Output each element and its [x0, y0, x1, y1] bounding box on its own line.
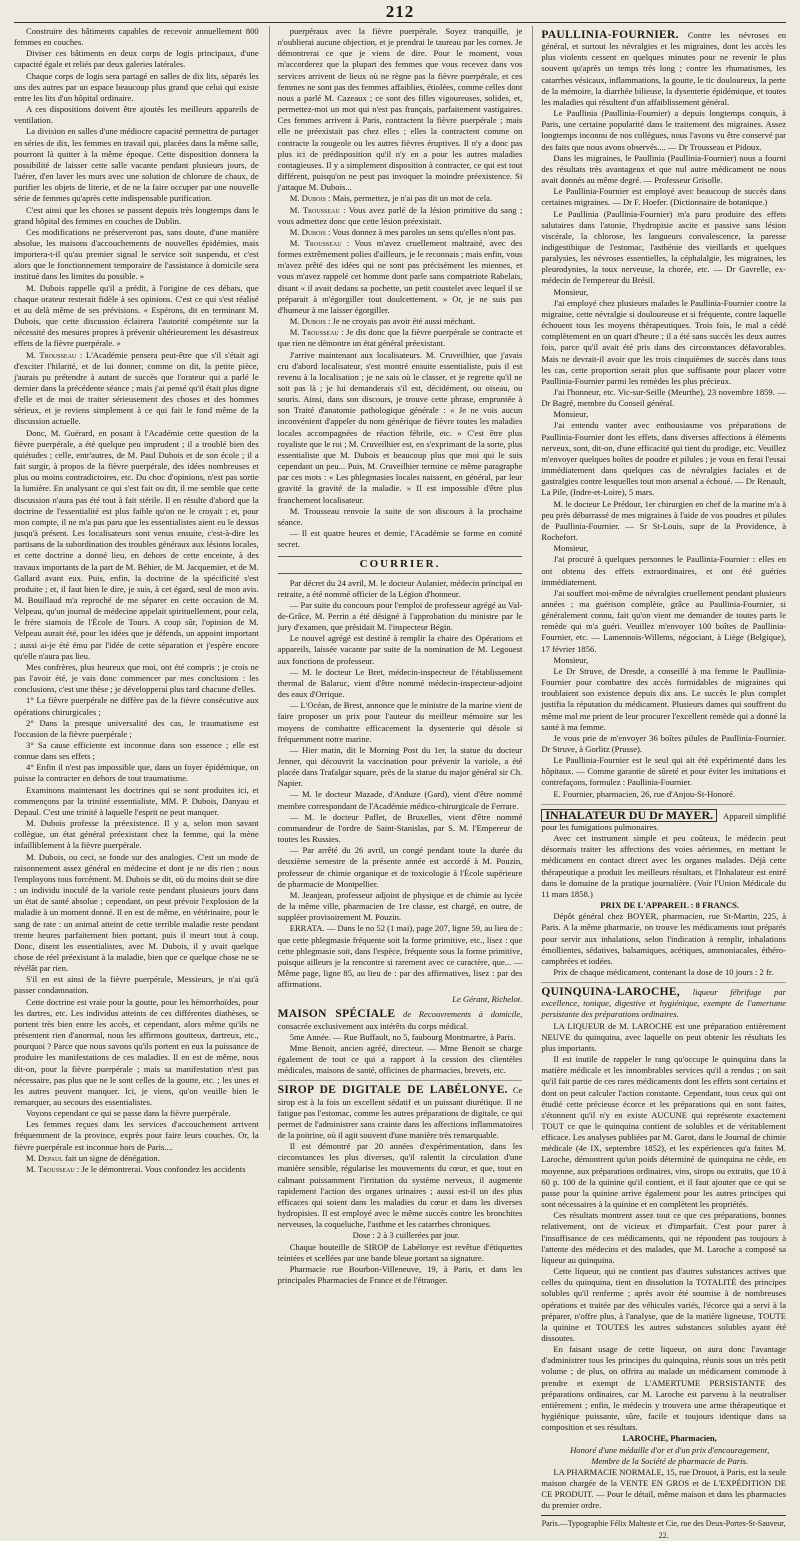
discussion-continuation — [278, 26, 523, 550]
paragraph-text: puerpéraux avec la fièvre puerpérale. Soyez tranquille, je n'oublierai aucune objection, et je prendrai le taureau par les cornes. Je démontrerai ce que je viens de dire. Pour le moment, vous m'accorderez que la plupart des femmes que vous recevez dans vos services arrivent de lieux où ne règne pas la fièvre puerpérale, et ces femmes ne sont pas des femmes affaiblies, étiolées, comme celles dont nous a parlé M. Cazeaux ; ce sont des filles vigoureuses, solides, et, permettez-moi un mot qui n'est pas français, parfaitement vastigaires. Ces femmes arrivent à Paris, contractent la fièvre puerpérale ; mais elle ne préexistait pas chez elles ; elles la contractent comme on contracte la rougeole ou les autres fièvres éruptives. Il n'y a donc pas plus ici de prédisposition qu'il n'y en a pour les autres maladies contagieuses. Il y a simplement disposition à contracter, ce qui est tout différent, puisqu'on ne peut pas invoquer la moindre préexistence. Si j'attaque M. Dubois... — [277, 26, 523, 193]
ad-paragraph: LA LIQUEUR de M. LAROCHE est une préparation entièrement NEUVE du quinquina, avec laquelle on peut obtenir les résultats les plus importants. — [541, 1020, 787, 1053]
paragraph-text: fait un signe de dénégation. — [62, 1152, 160, 1163]
paragraph — [14, 740, 259, 762]
paragraph — [14, 997, 259, 1109]
ad-quinquina-pharmacy: LA PHARMACIE NORMALE, 15, rue Drouot, à Paris, est la seule maison chargée de la VENTE EN GROS et de L'EXPÉDITION DE CE PRODUIT. — Pour le détail, même maison et dans les pharmacies du premier ordre. — [541, 1466, 787, 1511]
testimonial-paragraph: Le Paullinia (Paullinia-Fournier) a depuis longtemps conquis, à Paris, une certaine popularité dans le traitement des migraines. Assez longtemps inconnu de nos collègues, nous l'avons vu être conservé par des faits que nous avons observés.... — Dr Trousseau et Pidoux. — [541, 108, 787, 152]
paragraph-text: A ces dispositions doivent être ajoutés les meilleurs appareils de ventilation. — [14, 104, 259, 126]
ad-quinquina-sig-name: LAROCHE, Pharmacien, — [622, 1433, 717, 1444]
testimonial-paragraph: Le Paullinia-Fournier est employé avec beaucoup de succès dans certaines migraines. — Dr F. Hoefer. (Dictionnaire de botanique.) — [541, 186, 787, 208]
news-item — [278, 890, 523, 923]
ad-inhalateur-price: PRIX DE L'APPAREIL : 8 FRANCS. — [600, 900, 740, 911]
paragraph — [14, 785, 259, 818]
paragraph-text: — Par arrêté du 26 avril, un congé pendant toute la durée du deuxième semestre de la présente année est accordé à M. Pouzin, professeur de chimie organique et de toxicologie à l'École supérieure de pharmacie de Montpellier. — [277, 845, 523, 889]
speaker-name: M. Trousseau — [289, 237, 342, 248]
column-left — [14, 26, 259, 1174]
ad-paullinia-testimonials — [541, 108, 786, 800]
testimonial-paragraph: Monsieur, — [553, 654, 589, 665]
paragraph-text: La division en salles d'une médiocre capacité permettra de partager en séries de dix, les femmes en travail qui, placées dans la même salle, pourront là quitter à la même époque. Cette disposition donnera la possibilité de laisser cette salle vacante pendant plusieurs jours, de l'aérer, d'en laver les murs avec une solution de chlorure de chaux, de purifier les objets de literie, et de ne la faire occuper par une nouvelle série de femmes qu'après cette indispensable purification. — [14, 126, 259, 204]
ad-quinquina-subtitle: liqueur fébrifuge par excellence, tonique, digestive et hygiénique, exempte de l'amertume persistante des préparations ordinaires. — [541, 987, 787, 1020]
paragraph-text: Chaque corps de logis sera partagé en salles de dix lits, séparés les uns des autres par un espace beaucoup plus grand que celui qui existe entre les lits d'un hôpital ordinaire. — [14, 70, 259, 103]
ad-inhalateur-subtitle: Appareil simplifié pour les fumigations pulmonaires. — [541, 810, 787, 832]
ad-paullinia-intro: Contre les névroses en général, et surtout les névralgies et les migraines, dont les accès les plus violents cessent en quelques minutes pour ne revenir le plus souvent qu'après un temps très long ; contre les rhumatismes, les catarrhes vésicaux, inflammations, la goutte, le tic douloureux, la perte de la mémoire, la diarrhée bilieuse, la dysenterie épidémique, et toutes les maladies qui résultent d'un affaiblissement général. — [541, 30, 787, 107]
paragraph — [14, 227, 259, 283]
ad-paullinia — [541, 30, 786, 800]
ad-sirop-efficacy: Il est démontré par 20 années d'expérimentation, dans les circonstances les plus diverses, qu'il ralentit la circulation d'une manière sensible, régularise les mouvements du cœur, et que, tout en calmant puissamment l'irritation du système nerveux, il augmente rapidement l'action des organes urinaires ; aussi est-il un des plus efficaces qui soient dans les maladies du cœur et dans les diverses hydropisies. Il est employé avec le même succès contre les bronchites nerveuses, la coqueluche, l'asthme et les catarrhes chroniques. — [277, 1141, 523, 1230]
paragraph-text: Le nouvel agrégé est destiné à remplir la chaire des Opérations et appareils, laissée vacante par suite de la nomination de M. Legouest aux fonctions de professeur. — [277, 633, 523, 666]
paragraph-text: : Vous m'avez cruellement maltraité, avec des formes extrêmement polies d'ailleurs, je le reconnais ; mais enfin, vous m'avez prêté des idées qui ne sont pas précisément les miennes, et vous m'avez rappelé cet homme dont parle sans compatriote Rabelais, disant « il avait dedans sa pochette, un petit coustelet avec lequel il se préparait à m'égorgiller tout doulcettement. » Or, je ne suis pas d'humeur à me laisser égorgiller. — [277, 237, 523, 315]
courrier-heading: COURRIER. — [278, 556, 523, 573]
paragraph — [14, 26, 259, 48]
paragraph — [14, 762, 259, 784]
paragraph — [278, 227, 523, 238]
column-middle — [269, 26, 523, 1286]
gerant-signature: Le Gérant, Richelot. — [452, 994, 523, 1005]
testimonial-paragraph: M. le docteur Le Prédour, 1er chirurgien en chef de la marine m'a à peu près débarrassé de mes migraines à l'aide de vos poudres et pilules de Paullinia-Fournier. — Sr St-Louis, supr de la Providence, à Rochefort. — [541, 498, 787, 543]
ad-paragraph: Il est inutile de rappeler le rang qu'occupe le quinquina dans la matière médicale et les innombrables services qu'il a rendus ; on sait qu'il fait partie de ces rares médicaments dont les effets sont certains et dont on peut calculer l'action constante. Cependant, tous ceux qui ont étudié cette précieuse écorce et les préparations qui en sont faites, s'étonnent qu'il n'y en existe AUCUNE qui représente exactement TOUT ce que le quinquina contient de solubles et de véritablement efficace. Les analyses publiées par M. Garot, dans le Journal de chimie médicale (4e IX, septembre 1852), et les expériences qu'a faites M. Laroche, démontrent qu'un poids déterminé de quinquina ne cède, en moyenne, aux préparations ordinaires, vins, sirops ou extraits, que 10 à 60 p. 100 de la quinine qu'il contient, et il faut ajouter que ce qui se passe pour la quinine arrive également pour les autres principes qui sont nécessaires à la quinine et en complètent les propriétés. — [541, 1054, 787, 1210]
paragraph-text: — M. le docteur Mazade, d'Anduze (Gard), vient d'être nommé membre correspondant de l'Académie médico-chirurgicale de Ferrare. — [277, 789, 523, 811]
paragraph-text: Examinons maintenant les doctrines qui se sont produites ici, et commençons par la triniité essentialiste, MM. P. Dubois, Danyau et Depaul. C'est une trinité à laquelle l'esprit ne peut manquer. — [14, 784, 259, 817]
ad-sirop-pharmacy: Pharmacie rue Bourbon-Villeneuve, 19, à Paris, et dans les principales Pharmacies de France et de l'étranger. — [277, 1263, 523, 1286]
testimonial-paragraph: E. Fournier, pharmacien, 26, rue d'Anjou-St-Honoré. — [553, 788, 736, 799]
printer-footer: Paris.—Typographie Félix Malteste et Cie, rue des Deux-Portes-St-Sauveur, 22. — [541, 1515, 786, 1540]
testimonial-paragraph: Monsieur, — [553, 409, 589, 420]
paragraph — [14, 695, 259, 717]
speaker-name: M. Dubois — [289, 226, 326, 237]
paragraph-text: Construire des bâtiments capables de recevoir annuellement 800 femmes en couches. — [14, 26, 259, 48]
page-number: 212 — [385, 2, 415, 21]
ad-paragraph: Cette liqueur, qui ne contient pas d'autres substances actives que celles du quinquina, tient en dissolution la TOTALITÉ des principes solubles qu'il renferme ; après avoir été soumise à de nombreuses opérations et traitée par des véhicules variés, l'écorce qui a servi à la préparer, n'offre plus, à l'analyse, que de la matière ligneuse, TOUTE la quinine et TOUTES les autres substances solubles ayant été dissoutes. — [541, 1266, 787, 1343]
paragraph — [14, 126, 259, 204]
paragraph — [278, 26, 523, 193]
testimonial-paragraph: J'ai souffert moi-même de névralgies cruellement pendant plusieurs années ; ma guérison complète, grâce au Paullinia-Fournier, si généralement connu, fait qu'on vient me demander de toutes parts le remède qui m'a guéri. Veuillez m'envoyer 100 boîtes de Paullinia-Fournier, etc. — Lamennois-Willems, négociant, à Liège (Belgique), 17 février 1856. — [541, 587, 787, 654]
speaker-name: M. Depaul — [26, 1152, 63, 1163]
paragraph — [14, 1164, 259, 1175]
paragraph-text: M. Trousseau renvoie la suite de son discours à la prochaine séance. — [277, 505, 523, 527]
paragraph-text: — Il est quatre heures et demie, l'Académie se forme en comité secret. — [277, 528, 523, 550]
ad-inhalateur — [541, 804, 786, 978]
paragraph-text: Cette doctrine est vraie pour la goutte, pour les hémorrhoïdes, pour les dartres, etc. Les individus atteints de ces différentes diathèses, se portent très bien entre les accès, et cependant, alors même qu'ils ne présentent rien d'anormal, nous les affirmons goutteux, dartreux, etc., pourquoi ? Parce que nous savons qu'ils portent en eux la puissance de produire les manifestations de ces maladies. Il en est de même, nous dit-on, pour la fièvre puerpérale ; mais sa manifestation n'est pas nécessaire, pas plus que ne le sont celles de la goutte, etc. ; les unes et les autres peuvent manquer. Ici, je viens, qu'on veuille bien le remarquer, au secours des essentialistes. — [14, 996, 259, 1107]
paragraph-text: Diviser ces bâtiments en deux corps de logis principaux, d'une capacité égale et reliés par deux galeries latérales. — [14, 48, 259, 70]
ad-maison-director: Mme Benoit, ancien agréé, directeur. — Mme Benoit se charge également de tout ce qui a rapport à la cession des clientèles médicales, maisons de santé, officines de pharmacies, brevets, etc. — [277, 1042, 523, 1076]
testimonial-paragraph: Le Paullinia (Paullinia-Fournier) m'a paru produire des effets salutaires dans l'atonie, l'hydropisie ascite et passive sans lésion viscérale, la chlorose, les langueurs convalescence, la paresse indigestibique de l'estomac, l'asthénie des vieillards et quelques paralysies, les névroses essentielles, la céphalalgie, les migraines, les pleurodynies, la toux nerveuse, la chorée, etc. — Dr Gavrelle, ex-médecin de l'empereur du Brésil. — [541, 208, 787, 286]
testimonial-paragraph: Monsieur, — [553, 286, 589, 297]
testimonial-paragraph: J'ai procuré à quelques personnes le Paullinia-Fournier : elles en ont obtenu des effets extraordinaires, et ont été guéries immédiatement. — [541, 554, 787, 587]
speaker-name: M. Trousseau — [289, 327, 339, 338]
news-item — [278, 845, 523, 890]
paragraph — [14, 71, 259, 104]
paragraph-text: Mes confrères, plus heureux que moi, ont été compris ; je crois ne pas l'avoir été, je vais donc commencer par mes conclusions : les conclusions, c'est une thèse ; je développerai plus tard chacune d'elles. — [14, 661, 259, 695]
testimonial-paragraph: Monsieur, — [553, 543, 589, 554]
news-item — [278, 745, 523, 790]
ad-maison-title: MAISON SPÉCIALE — [277, 1008, 396, 1021]
speaker-name: M. Trousseau — [26, 1163, 75, 1174]
ad-sirop-label: Chaque bouteille de SIROP de Labélonye est revêtue d'étiquettes teintées et scellées par une bande bleue portant sa signature. — [277, 1241, 523, 1263]
paragraph — [278, 193, 523, 204]
paragraph-text: : Mais, permettez, je n'ai pas dit un mot de cela. — [325, 193, 493, 204]
header-rule — [14, 22, 786, 23]
paragraph-text: Voyons cependant ce qui se passe dans la fièvre puerpérale. — [26, 1108, 231, 1119]
paragraph — [14, 428, 259, 662]
news-item — [278, 923, 523, 990]
ad-sirop-title: SIROP DE DIGITALE DE LABÉLONYE. — [277, 1084, 508, 1097]
ad-quinquina — [541, 982, 786, 1511]
testimonial-paragraph: Le Dr Struve, de Dresde, a conseillé à ma femme le Paullinia-Fournier pour combattre des accès formidables de migraines qui troublaient son existence depuis dix ans. Le succès le plus complet justifia la réputation du médicament. Plusieurs dames qui souffrent du même mal me prient de leur procurer l'excellent remède qui a donné la santé à ma femme. — [541, 665, 787, 732]
paragraph-text: Donc, M. Guérard, en posant à l'Académie cette question de la fièvre puerpérale, a été quelque peu imprudent ; il a troublé bien des quiétudes ; celle, entr'autres, de M. Paul Dubois et de son école ; il a fait surgir, à propos de la fièvre puerpérale, des idées nombreuses et plus ou moins contradictoires, etc. Du choc d'opinions, n'est pas sortie la lumière. En analysant ce qui s'est fait ou dit, il me semble que cette discussion n'aura pas été tout à fait stérile. Il en résulte d'abord que la doctrine de l'essentialité est plus faible qu'on ne le croyait ; et, pour mon compte, il ne m'a pas paru que les essentialistes aient eu le dessus jusqu'à présent. Les localisateurs sont venus ensuite, c'est-à-dire les partisans de la subordination des troubles généraux aux lésions locales, et cette doctrine a donné lieu, en dehors de cette enceinte, à des travaux importants de la part de M. Béhier, de M. Jacquemier, et de M. Gallard avant eux. Puis, enfin, la doctrine de la spécificité s'est produite ; et, il faut bien le dire, je suis, à cet égard, seul de mon avis. M. Bouillaud m'a reproché de me séparer en cette occasion de M. Velpeau, qu'un journal de médecine appelait spirituellement, pour cela, le frère siamois de l'École de Tours. A coup sûr, l'opinion de M. Velpeau aurait été, pour les idées que je défends, un appoint important ; aussi ai-je été ému par l'idée de cette séparation et j'espère encore qu'elle n'aura pas lieu. — [14, 427, 259, 661]
ad-quinquina-body — [541, 1021, 786, 1434]
paragraph-text: Par décret du 24 avril, M. le docteur Aulanier, médecin principal en retraite, a été nommé officier de la Légion d'honneur. — [277, 577, 523, 599]
paragraph-text: : Je dis donc que la fièvre puerpérale se contracte et que rien ne démontre un état général préexistant. — [277, 327, 523, 349]
testimonial-paragraph: Je vous prie de m'envoyer 36 boîtes pilules de Paullinia-Fournier. Dr Struve, à Gorlitz (Prusse). — [541, 732, 787, 754]
paragraph-text: — L'Océan, de Brest, annonce que le ministre de la marine vient de faire proposer un prix pour l'auteur du meilleur mémoire sur les moyens de combattre efficacement la dysenterie qui désole si fréquemment notre marine. — [277, 700, 523, 744]
paragraph-text: C'est ainsi que les choses se passent depuis très longtemps dans le grand hôpital des femmes en couches de Dublin. — [14, 204, 259, 226]
testimonial-paragraph: J'ai entendu vanter avec enthousiasme vos préparations de Paullinia-Fournier dont les effets, dans diverses affections à éléments nerveux, sont, dit-on, d'une efficacité qui tient du prodige, etc. Veuillez m'envoyer quelques boîtes de poudre et pilules ; je vous en ferai l'essai immédiatement dans quelques cas de névralgies faciales et de gastralgies contre lesquelles tout mon arsenal a échoué. — Dr Renault, La Pile, (Indre-et-Loire), 5 mars. — [541, 420, 787, 498]
paragraph-text: : Je le démontrerai. Vous confondez les accidents — [74, 1163, 246, 1174]
ad-maison-address: 5me Année. — Rue Buffault, no 5, faubourg Montmartre, à Paris. — [289, 1031, 516, 1042]
paragraph — [14, 205, 259, 227]
paragraph-text: M. Dubois rappelle qu'il a prédit, à l'origine de ces débats, que chaque orateur resterait fidèle à ses opinions. C'est ce qui s'est réalisé et au delà même de ses prévisions. « Espérons, dit en terminant M. Dubois, que cette discussion éclairera l'autorité compétente sur la nécessité des mesures propres à prévenir ultérieurement les désastreux effets de la fièvre puerpérale. » — [14, 282, 259, 349]
paragraph — [14, 818, 259, 851]
ad-quinquina-sig-honor: Honoré d'une médaille d'or et d'un prix d'encouragement, — [570, 1444, 770, 1455]
paragraph-text: 1° La fièvre puerpérale ne diffère pas de la fièvre consécutive aux opérations chirurgicales ; — [14, 695, 259, 717]
paragraph — [14, 852, 259, 975]
paragraph — [278, 350, 523, 506]
ad-maison-speciale — [278, 1009, 523, 1076]
paragraph-text: — Par suite du concours pour l'emploi de professeur agrégé au Val-de-Grâce, M. Perrin a été désigné à l'approbation du ministre par le jury d'examen, que présidait M. l'inspecteur Bégin. — [277, 599, 523, 633]
paragraph — [278, 327, 523, 349]
ad-quinquina-title: QUINQUINA-LAROCHE, — [541, 986, 680, 999]
ad-sirop-digitale — [278, 1080, 523, 1286]
speaker-name: M. Trousseau — [289, 204, 340, 215]
ad-sirop-text: Ce sirop est à la fois un excellent sédatif et un puissant diurétique. Il ne fatigue pas l'estomac, comme les autres préparations de digitale, ce qui permet de l'administrer sans crainte dans les affections inflammatoires de la poitrine, où il agit souvent d'une manière très remarquable. — [277, 1085, 523, 1140]
paragraph — [14, 1153, 259, 1164]
paragraph — [278, 238, 523, 316]
paragraph-text: : L'Académie pensera peut-être que s'il s'était agi d'exciter l'hilarité, et de lui donner, comme on dit, la petite pièce, j'aurais pu prétendre à autant de succès que l'orateur qui a parlé le dernier dans la précédente séance ; mais j'ai pensé qu'il était plus digne d'elle et de moi de traiter sérieusement des choses et des hommes sérieux, et je reviens simplement à ce qui fait le fond même de la discussion actuelle. — [14, 349, 259, 427]
paragraph-text: 2° Dans la presque universalité des cas, le traumatisme est l'occasion de la fièvre puerpérale ; — [14, 717, 259, 739]
testimonial-paragraph: J'ai l'honneur, etc. Vic-sur-Seille (Meurthe), 23 novembre 1859. — Dr Bagré, membre du Conseil général. — [541, 387, 787, 409]
news-item — [278, 600, 523, 633]
paragraph-text: — M. le docteur Le Bret, médecin-inspecteur de l'établissement thermal de Balaruc, vient d'être nommé médecin-inspecteur-adjoint des eaux d'Orrique. — [277, 666, 523, 700]
ad-paragraph: En faisant usage de cette liqueur, on aura donc l'avantage d'administrer tous les principes du quinquina, réunis sous un très petit volume ; de plus, on offrira au malade un médicament commode à prendre et exempt de L'AMERTUME PERSISTANTE des préparations ordinaires, car M. Laroche est parvenu à la neutraliser entièrement ; enfin, le médecin y trouvera une arme thérapeutique et hygiénique puissante, sûre, facile et toujours identique dans sa composition et ses résultats. — [541, 1344, 787, 1433]
paragraph — [278, 528, 523, 550]
ad-sirop-dose: Dose : 2 à 3 cuillerées par jour. — [352, 1230, 460, 1241]
paragraph-text: M. Jeanjean, professeur adjoint de physique et de chimie au lycée de la même ville, pharmacien de 1re classe, est chargé, en outre, de suppléer provisoirement M. Pouzin. — [277, 889, 523, 923]
news-item — [278, 633, 523, 666]
paragraph — [14, 350, 259, 428]
courrier-news — [278, 578, 523, 991]
paragraph — [14, 48, 259, 70]
news-item — [278, 789, 523, 811]
columns — [14, 26, 787, 1540]
paragraph — [14, 1119, 259, 1152]
testimonial-paragraph: Dans les migraines, le Paullinia (Paullinia-Fournier) nous a fourni des résultats très avantageux et que nul autre médicament ne nous avait donnés au même degré. — Professeur Grisolle. — [541, 152, 787, 186]
ad-maison-text: consacrée exclusivement aux intérêts du corps médical. — [277, 1020, 469, 1031]
news-item — [278, 667, 523, 700]
paragraph-text: M. Dubois professe la préexistence. Il y a, selon mon savant collègue, un état général préexistant chez la femme, qui la mène infailliblement à la fièvre puerpérale. — [14, 818, 259, 851]
paragraph-text: Les femmes reçues dans les services d'accouchement arrivent fréquemment de la province, exprès pour faire leurs couches. Or, la fièvre puerpérale est inconnue hors de Paris.... — [14, 1119, 259, 1152]
paragraph-text: S'il en est ainsi de la fièvre puerpérale, Messieurs, je n'ai qu'à passer condamnation. — [14, 974, 259, 996]
paragraph — [14, 104, 259, 126]
ad-inhalateur-desc: Avec cet instrument simple et peu coûteux, le médecin peut désormais traiter les affections des voies aériennes, en mettant le médicament en contact direct avec les organes malades. Déjà cette thérapeutique a produit les meilleurs résultats, et l'Inhalateur est entré dans le domaine de la pratique journalière. (Voir l'Union Médicale du 11 mars 1858.) — [541, 833, 787, 899]
speaker-name: M. Dubois — [289, 316, 326, 327]
testimonial-paragraph: Le Paullinia-Fournier est le seul qui ait été expérimenté dans les hôpitaux. — Comme garantie de sûreté et pour éviter les imitations et contrefaçons, formulez : Paullinia-Fournier. — [541, 755, 787, 788]
paragraph — [14, 662, 259, 695]
paragraph-text: — Hier matin, dit le Morning Post du 1er, la statue du docteur Jenner, qui découvrit la vaccination pour prévenir la variole, a été placée dans Trafalgar square, près de la statue du major général sir Ch. Napier. — [277, 744, 523, 789]
ad-maison-subtitle: de Recouvrements à domicile, — [403, 1009, 523, 1020]
ad-inhalateur-dose-price: Prix de chaque médicament, contenant la dose de 10 jours : 2 fr. — [553, 966, 774, 977]
news-item — [278, 812, 523, 845]
paragraph-text: M. Dubois, ou ceci, se fonde sur des analogies. C'est un mode de raisonnement assez général en médecine et dont je ne dis rien ; nous l'employons tous forcément. M. Dubois se dit, où du moins doit se dire : un individu inoculé de la variole reste pendant plusieurs jours dans un état de santé absolue ; cependant, on peut prévoir l'explosion de la maladie à un moment donné. Il en est de même, en vétérinaire, pour le sang de rate : un animal atteint de cette terrible maladie reste pendant trente heures parfaitement bien portant, puis il meurt tout à coup. Donc, disent les essentialistes, avec M. Dubois, il y avait quelque chose de réel préexistant à la maladie, bien que ce quelque chose ne se révélât par rien. — [14, 851, 259, 974]
paragraph-text: — M. le docteur Paflet, de Bruxelles, vient d'être nommé commandeur de l'ordre de Saint-Stanislas, par S. M. l'Empereur de toutes les Russies. — [277, 811, 523, 845]
paragraph-text: 3° Sa cause efficiente est inconnue dans son essence ; elle est connue dans ses effets ; — [14, 740, 259, 762]
paragraph — [14, 1108, 259, 1119]
paragraph-text: : Vous donnez à mes paroles un sens qu'elles n'ont pas. — [325, 226, 516, 237]
column-right — [532, 26, 787, 1540]
paragraph — [14, 283, 259, 350]
speaker-name: M. Dubois — [289, 193, 326, 204]
paragraph — [278, 506, 523, 528]
news-item — [278, 700, 523, 745]
paragraph — [14, 974, 259, 996]
paragraph — [14, 718, 259, 740]
ad-paullinia-title: PAULLINIA-FOURNIER. — [541, 29, 679, 41]
speaker-name: M. Trousseau — [26, 349, 77, 360]
paragraph-text: J'arrive maintenant aux localisateurs. M. Cruveilhier, que j'avais cru d'abord localisateur, s'est montré ensuite essentialiste, puis il est revenu à la localisation ; je ne sais où le classer, et je regrette qu'il ne soit pas là ; je lui demanderais s'il est, décidément, ou oiseau, ou souris. Ainsi, dans son discours, je trouve cette phrase, empruntée à son Traité d'anatomie pathologique générale : « Je ne vois aucun inconvénient d'appeler du nom générique de fièvre toutes les maladies locales accompagnées de réaction fébrile, etc. » C'est être plus royaliste que le roi ; M. Cruveilhier est, en s'exprimant de la sorte, plus essentialiste que M. Dubois et beaucoup plus que moi qui le suis cependant un peu... Puis, M. Cruveilhier termine ce même paragraphe par ces mots : « Les phlegmasies locales naissent, en général, par leur gravité la gravité de la maladie. » Il est impossible d'être plus franchement localisateur. — [277, 349, 523, 505]
ad-inhalateur-title: INHALATEUR DU Dr MAYER. — [541, 809, 717, 822]
ad-paragraph: Ces résultats montrent assez tout ce que ces préparations, bonnes relativement, ont de vicieux et d'imparfait. C'est pour parer à l'insuffisance de ces médicaments, qui ne répondent pas toujours à l'attente des médecins et des malades, que M. Laroche a composé sa liqueur au quinquina. — [541, 1210, 787, 1265]
paragraph — [278, 205, 523, 227]
paragraph-text: Ces modifications ne préserveront pas, sans doute, d'une manière absolue, les maisons d'accouchements de nouvelles épidémies, mais importera-t-il qu'au premier signal le service soit suspendu, et c'est alors que le fonctionnement temporaire de l'assistance à domicile sera institué dans les limites du possible. » — [14, 226, 259, 282]
paragraph-text: : Je ne croyais pas avoir été aussi méchant. — [325, 316, 476, 327]
paragraph-text: ERRATA. — Dans le no 52 (1 mai), page 207, ligne 59, au lieu de : que cette phlegmasie fréquente soit la forme primitive, etc., lisez : que cette phlegmasie soit, dans l'espèce, fréquente sous la forme primitive, puisque ailleurs je la rencontre si rarement avec ce caractère, que... — Même page, ligne 85, au lieu de : par des affirmatives, lisez : par des affirmations. — [277, 923, 523, 990]
ad-quinquina-sig-society: Membre de la Société de pharmacie de Paris. — [591, 1455, 749, 1466]
ad-inhalateur-depot: Dépôt général chez BOYER, pharmacien, rue St-Martin, 225, à Paris. A la même pharmacie, on trouve les médicaments tout préparés pour servir aux inhalations, selon l'indication à remplir, inhalations émollientes, sédatives, balsamiques, acétiques, ammoniacales, éthéro-camphrées et iodées. — [541, 911, 787, 966]
paragraph-text: : Vous avez parlé de la lésion primitive du sang ; vous admettez donc que cette lésion préexistait. — [277, 204, 523, 226]
news-item — [278, 578, 523, 600]
paragraph — [278, 316, 523, 327]
testimonial-paragraph: J'ai employé chez plusieurs malades le Paullinia-Fournier contre la migraine, cette névralgie si douloureuse et si fréquente, contre laquelle échouent tous les moyens thérapeutiques. Trois fois, le mal a cédé complètement en un quart d'heure ; il a été sans succès les deux autres fois, parce qu'il avait été pris dans des circonstances défavorables. Mais ne devrait-il avoir que les trois cinquièmes de succès dans tous les cas, cette proportion serait plus que suffisante pour placer votre Paullinia-Fournier parmi les remèdes les plus précieux. — [541, 297, 787, 386]
paragraph-text: 4° Enfin il n'est pas impossible que, dans un foyer épidémique, on puisse la contracter en dehors de tout traumatisme. — [14, 762, 259, 784]
